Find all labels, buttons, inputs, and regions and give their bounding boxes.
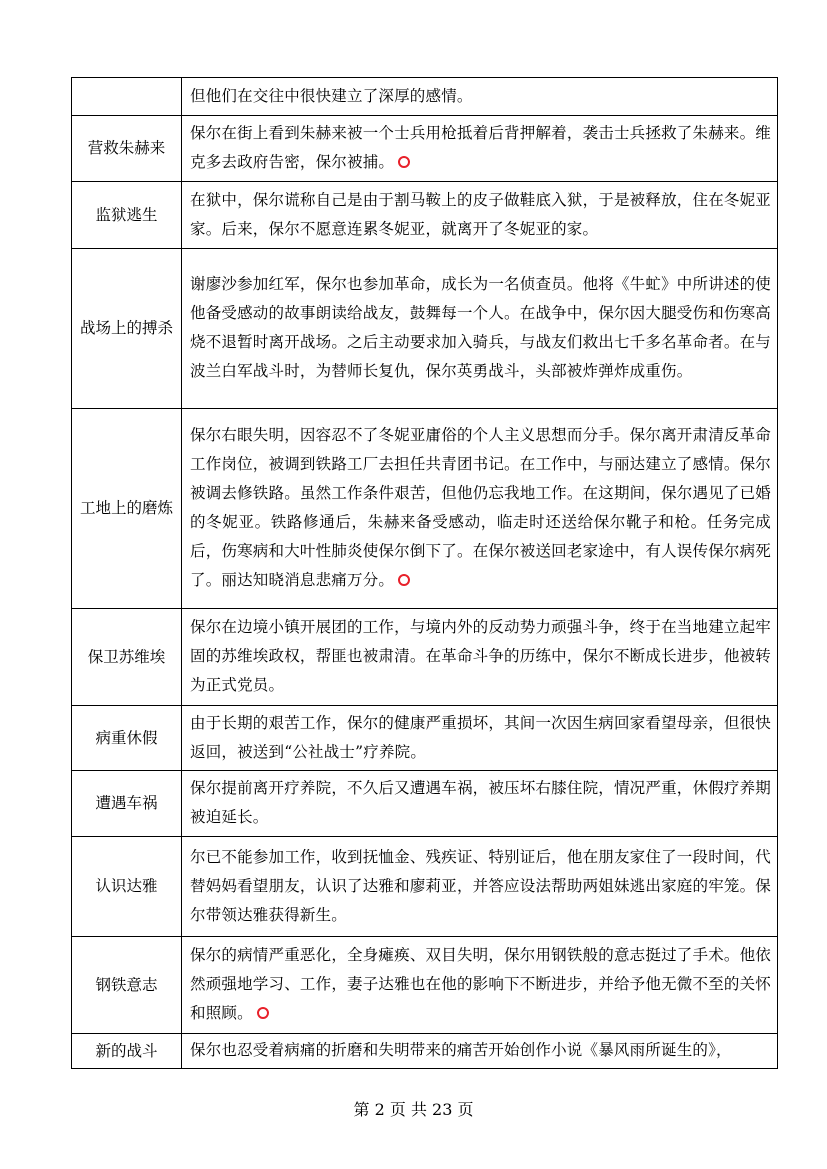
row-body: 保尔也忍受着病痛的折磨和失明带来的痛苦开始创作小说《暴风雨所诞生的》， <box>182 1034 778 1069</box>
table-row <box>72 409 778 609</box>
row-title: 认识达雅 <box>72 837 182 937</box>
row-title: 钢铁意志 <box>72 937 182 1034</box>
red-circle-icon <box>398 156 410 168</box>
content-table <box>71 77 778 1069</box>
row-body: 保尔提前离开疗养院，不久后又遭遇车祸，被压坏右膝住院，情况严重，休假疗养期被迫延长。 <box>182 771 778 837</box>
row-body: 保尔右眼失明，因容忍不了冬妮亚庸俗的个人主义思想而分手。保尔离开肃清反革命工作岗位，被调到铁路工厂去担任共青团书记。在工作中，与丽达建立了感情。保尔被调去修铁路。虽然工作条件艰苦，但他仍忘我地工作。在这期间，保尔遇见了已婚的冬妮亚。铁路修通后，朱赫来备受感动，临走时还送给保尔靴子和枪。任务完成后，伤寒病和大叶性肺炎使保尔倒下了。在保尔被送回老家途中，有人误传保尔病死了。丽达知晓消息悲痛万分。 <box>182 409 778 609</box>
table-row <box>72 249 778 409</box>
row-title: 战场上的搏杀 <box>72 249 182 409</box>
table-row <box>72 771 778 837</box>
red-circle-icon <box>398 574 410 586</box>
table-row <box>72 937 778 1034</box>
table-row <box>72 1034 778 1069</box>
row-body: 由于长期的艰苦工作，保尔的健康严重损坏，其间一次因生病回家看望母亲，但很快返回，被送到“公社战士”疗养院。 <box>182 706 778 771</box>
row-body: 尔已不能参加工作，收到抚恤金、残疾证、特别证后，他在朋友家住了一段时间，代替妈妈看望朋友，认识了达雅和廖莉亚，并答应设法帮助两姐妹逃出家庭的牢笼。保尔带领达雅获得新生。 <box>182 837 778 937</box>
row-body: 保尔在边境小镇开展团的工作，与境内外的反动势力顽强斗争，终于在当地建立起牢固的苏维埃政权，帮匪也被肃清。在革命斗争的历练中，保尔不断成长进步，他被转为正式党员。 <box>182 609 778 706</box>
row-title: 病重休假 <box>72 706 182 771</box>
table-row <box>72 609 778 706</box>
row-title: 保卫苏维埃 <box>72 609 182 706</box>
red-circle-icon <box>257 1007 269 1019</box>
row-title: 工地上的磨炼 <box>72 409 182 609</box>
row-body: 但他们在交往中很快建立了深厚的感情。 <box>182 78 778 116</box>
page-footer: 第 2 页 共 23 页 <box>353 1100 474 1119</box>
row-body: 保尔在街上看到朱赫来被一个士兵用枪抵着后背押解着，袭击士兵拯救了朱赫来。维克多去政府告密，保尔被捕。 <box>182 116 778 182</box>
row-title <box>72 78 182 116</box>
row-body: 保尔的病情严重恶化，全身瘫痪、双目失明，保尔用钢铁般的意志挺过了手术。他依然顽强地学习、工作，妻子达雅也在他的影响下不断进步，并给予他无微不至的关怀和照顾。 <box>182 937 778 1034</box>
table-row <box>72 116 778 182</box>
table-row <box>72 706 778 771</box>
row-body: 谢廖沙参加红军，保尔也参加革命，成长为一名侦查员。他将《牛虻》中所讲述的使他备受感动的故事朗读给战友，鼓舞每一个人。在战争中，保尔因大腿受伤和伤寒高烧不退暂时离开战场。之后主动要求加入骑兵，与战友们救出七千多名革命者。在与波兰白军战斗时，为替师长复仇，保尔英勇战斗，头部被炸弹炸成重伤。 <box>182 249 778 409</box>
row-title: 新的战斗 <box>72 1034 182 1069</box>
row-title: 营救朱赫来 <box>72 116 182 182</box>
row-title: 监狱逃生 <box>72 182 182 249</box>
table-row <box>72 837 778 937</box>
row-title: 遭遇车祸 <box>72 771 182 837</box>
table-row <box>72 182 778 249</box>
row-body: 在狱中，保尔谎称自己是由于割马鞍上的皮子做鞋底入狱，于是被释放，住在冬妮亚家。后来，保尔不愿意连累冬妮亚，就离开了冬妮亚的家。 <box>182 182 778 249</box>
table-row <box>72 78 778 116</box>
